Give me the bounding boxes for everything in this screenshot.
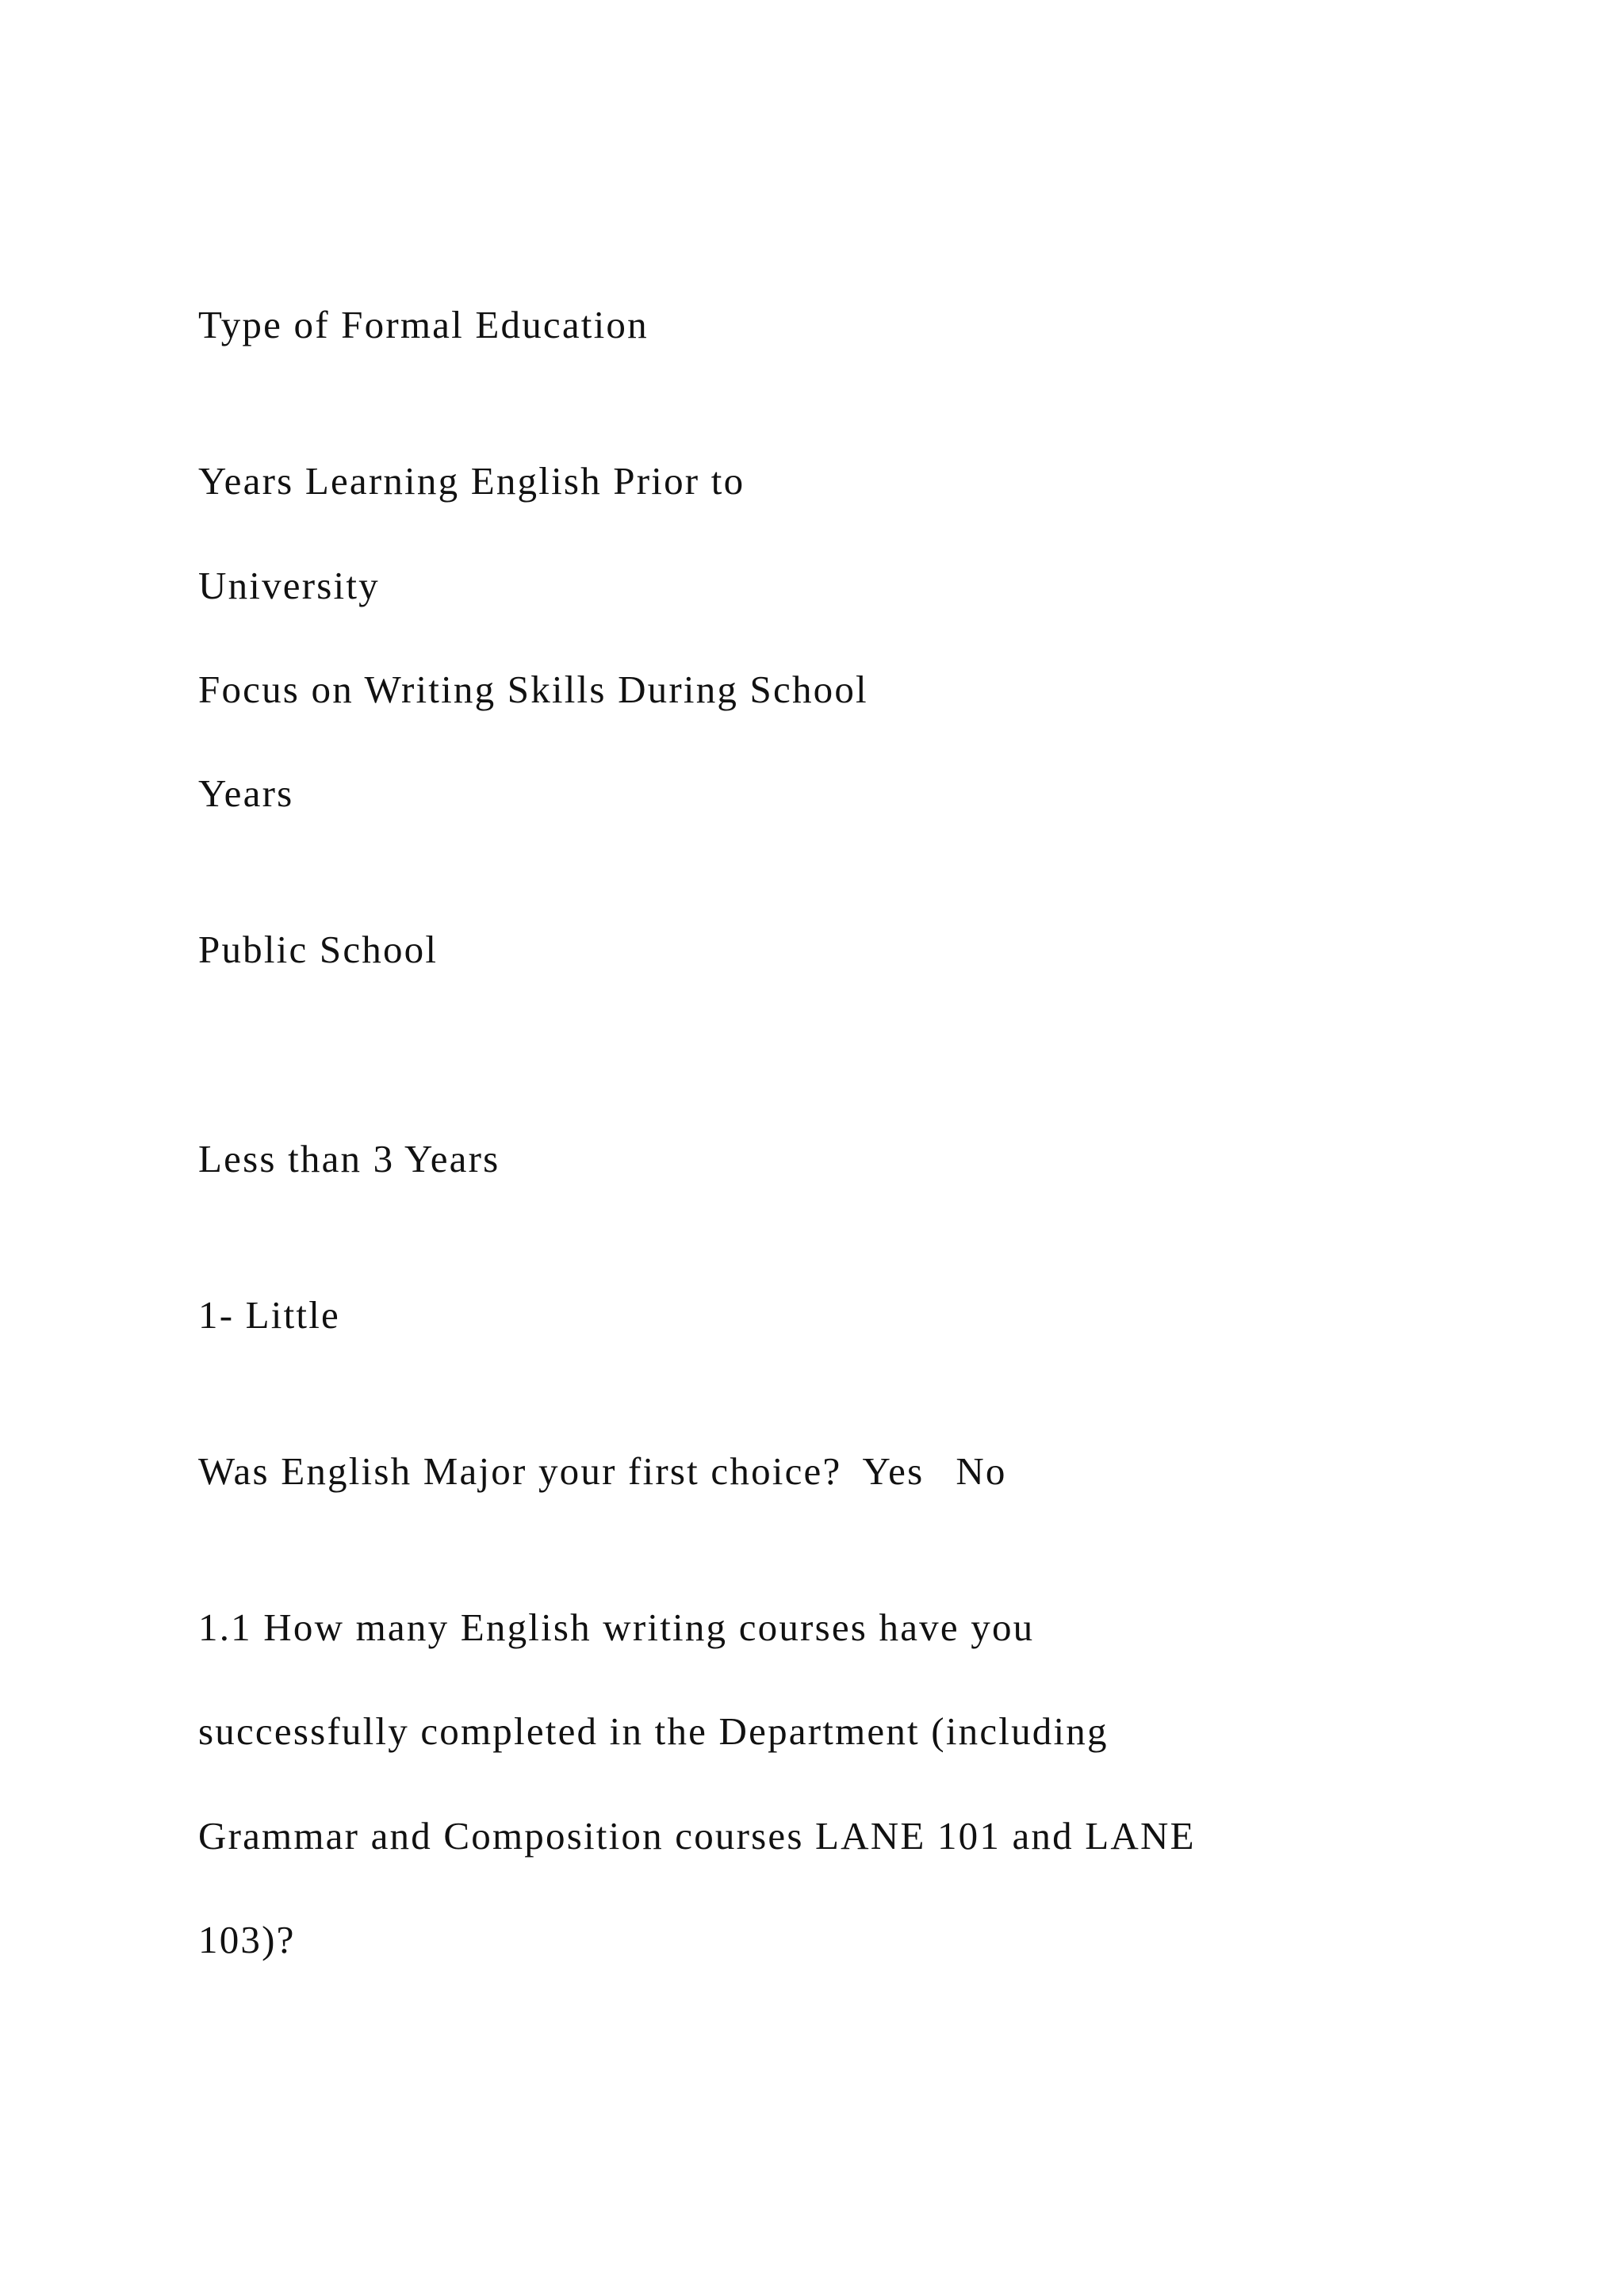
major-question <box>198 1448 1007 1495</box>
header-writing-focus-line1: Focus on Writing Skills During School <box>198 668 868 711</box>
answer-writing-focus: 1- Little <box>198 1293 341 1337</box>
courses-question-line1: 1.1 How many English writing courses have you <box>198 1605 1035 1649</box>
major-option-no[interactable]: No <box>956 1449 1007 1493</box>
header-years-learning-line2: University <box>198 564 380 607</box>
answer-years-learning: Less than 3 Years <box>198 1137 500 1181</box>
courses-question-line3: Grammar and Composition courses LANE 101 and LANE <box>198 1814 1196 1858</box>
courses-question-line2: successfully completed in the Department (including <box>198 1709 1109 1753</box>
header-writing-focus-line2: Years <box>198 771 294 815</box>
answer-formal-education: Public School <box>198 928 439 971</box>
major-option-yes[interactable]: Yes <box>862 1449 925 1493</box>
header-formal-education: Type of Formal Education <box>198 303 649 346</box>
courses-question-line4: 103)? <box>198 1918 296 1961</box>
header-years-learning-line1: Years Learning English Prior to <box>198 459 745 503</box>
major-question-text: Was English Major your first choice? <box>198 1449 842 1493</box>
